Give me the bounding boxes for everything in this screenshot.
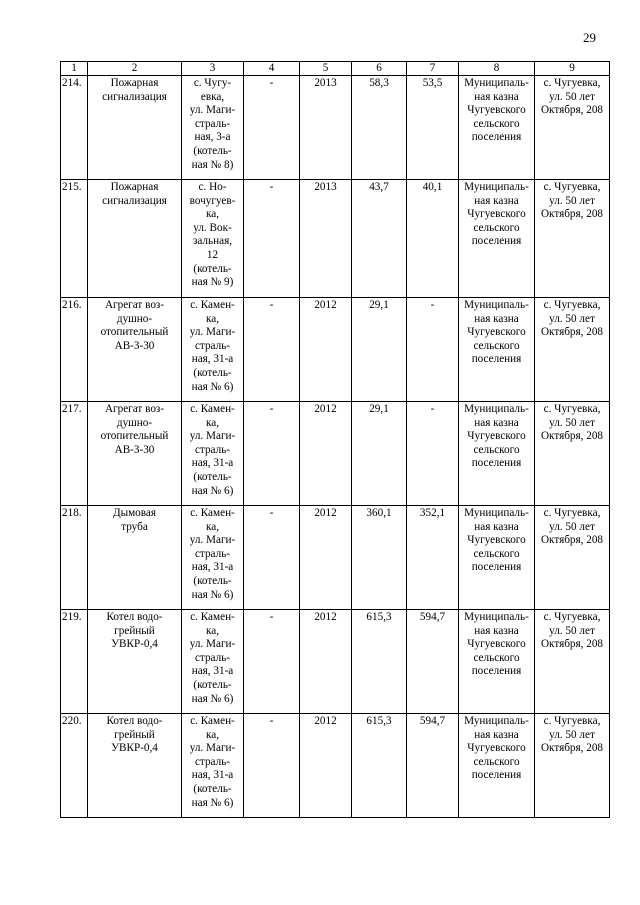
table-cell bbox=[459, 402, 535, 506]
table-cell bbox=[352, 402, 407, 506]
item-location: с. Камен- ка, ул. Маги- страль- ная, 31-а (котель- ная № 6) bbox=[189, 507, 236, 601]
item-location: с. Камен- ка, ул. Маги- страль- ная, 31-а (котель- ная № 6) bbox=[189, 299, 236, 393]
table-cell bbox=[182, 714, 244, 818]
owner-address: с. Чугуевка, ул. 50 лет Октября, 208 bbox=[540, 299, 604, 339]
table-cell bbox=[244, 506, 300, 610]
table-cell bbox=[535, 76, 610, 180]
row-number: 216. bbox=[62, 299, 82, 311]
owner-address: с. Чугуевка, ул. 50 лет Октября, 208 bbox=[540, 181, 604, 221]
column-number: 2 bbox=[88, 62, 182, 76]
page-number: 29 bbox=[583, 30, 596, 45]
year-value: 2012 bbox=[314, 299, 337, 311]
table-cell bbox=[88, 298, 182, 402]
owner-address: с. Чугуевка, ул. 50 лет Октября, 208 bbox=[540, 507, 604, 547]
col6-value: 615,3 bbox=[366, 715, 392, 727]
item-location: с. Но- вочугуев- ка, ул. Вок- зальная, 12 (котель- ная № 9) bbox=[189, 181, 236, 289]
col7-value: 594,7 bbox=[419, 715, 446, 727]
col4-value: - bbox=[269, 299, 274, 311]
col6-value: 43,7 bbox=[369, 181, 389, 193]
item-location: с. Камен- ка, ул. Маги- страль- ная, 31-а (котель- ная № 6) bbox=[189, 715, 236, 809]
table-cell bbox=[244, 402, 300, 506]
col4-value: - bbox=[269, 181, 274, 193]
table-cell bbox=[300, 298, 352, 402]
owner-address: с. Чугуевка, ул. 50 лет Октября, 208 bbox=[540, 715, 604, 755]
col7-value: 594,7 bbox=[419, 611, 446, 623]
col7-value: 352,1 bbox=[419, 507, 446, 519]
column-number: 4 bbox=[244, 62, 300, 76]
table-cell bbox=[88, 506, 182, 610]
col6-value: 58,3 bbox=[369, 77, 389, 89]
table-cell bbox=[352, 506, 407, 610]
owner-address: с. Чугуевка, ул. 50 лет Октября, 208 bbox=[540, 403, 604, 443]
row-number: 215. bbox=[62, 181, 82, 193]
owner-value: Муниципаль- ная казна Чугуевского сельского поселения bbox=[464, 611, 529, 678]
table-row bbox=[61, 402, 610, 506]
table-cell bbox=[61, 610, 88, 714]
column-number: 9 bbox=[535, 62, 610, 76]
table-cell bbox=[88, 180, 182, 298]
table-cell bbox=[61, 76, 88, 180]
row-number: 214. bbox=[62, 77, 82, 89]
column-number: 3 bbox=[182, 62, 244, 76]
table-cell bbox=[182, 298, 244, 402]
owner-address: с. Чугуевка, ул. 50 лет Октября, 208 bbox=[540, 611, 604, 651]
item-name: Пожарная сигнализация bbox=[102, 77, 167, 103]
table-row bbox=[61, 714, 610, 818]
year-value: 2013 bbox=[314, 181, 337, 193]
item-name: Дымовая труба bbox=[112, 507, 157, 533]
table-cell bbox=[535, 714, 610, 818]
year-value: 2012 bbox=[314, 611, 337, 623]
table-cell bbox=[182, 402, 244, 506]
table-cell bbox=[459, 610, 535, 714]
property-registry-table bbox=[60, 61, 610, 818]
table-body bbox=[61, 62, 610, 818]
table-cell bbox=[407, 180, 459, 298]
table-row bbox=[61, 76, 610, 180]
table-cell bbox=[300, 714, 352, 818]
table-cell bbox=[352, 714, 407, 818]
table-cell bbox=[88, 610, 182, 714]
year-value: 2012 bbox=[314, 403, 337, 415]
table-cell bbox=[535, 610, 610, 714]
table-cell bbox=[61, 714, 88, 818]
col6-value: 29,1 bbox=[369, 403, 389, 415]
table-cell bbox=[535, 402, 610, 506]
row-number: 220. bbox=[62, 715, 82, 727]
table-cell bbox=[535, 298, 610, 402]
table-row bbox=[61, 506, 610, 610]
col7-value: 40,1 bbox=[422, 181, 443, 193]
col7-value: 53,5 bbox=[422, 77, 443, 89]
table-cell bbox=[300, 610, 352, 714]
owner-value: Муниципаль- ная казна Чугуевского сельского поселения bbox=[464, 715, 529, 782]
table-cell bbox=[459, 76, 535, 180]
table-cell bbox=[352, 610, 407, 714]
table-cell bbox=[300, 506, 352, 610]
table-cell bbox=[244, 714, 300, 818]
owner-value: Муниципаль- ная казна Чугуевского сельского поселения bbox=[464, 181, 529, 248]
item-name: Пожарная сигнализация bbox=[102, 181, 167, 207]
owner-value: Муниципаль- ная казна Чугуевского сельского поселения bbox=[464, 77, 529, 144]
table-cell bbox=[182, 76, 244, 180]
table-cell bbox=[407, 506, 459, 610]
col6-value: 360,1 bbox=[366, 507, 392, 519]
column-number: 7 bbox=[407, 62, 459, 76]
table-cell bbox=[352, 76, 407, 180]
col7-value: - bbox=[430, 299, 435, 311]
item-location: с. Камен- ка, ул. Маги- страль- ная, 31-а (котель- ная № 6) bbox=[189, 403, 236, 497]
table-cell bbox=[182, 506, 244, 610]
table-row bbox=[61, 610, 610, 714]
owner-value: Муниципаль- ная казна Чугуевского сельского поселения bbox=[464, 403, 529, 470]
col4-value: - bbox=[269, 403, 274, 415]
year-value: 2012 bbox=[314, 715, 337, 727]
year-value: 2013 bbox=[314, 77, 337, 89]
owner-address: с. Чугуевка, ул. 50 лет Октября, 208 bbox=[540, 77, 604, 117]
item-name: Агрегат воз- душно- отопительный АВ-3-30 bbox=[100, 299, 169, 352]
table-cell bbox=[407, 298, 459, 402]
table-cell bbox=[352, 180, 407, 298]
item-name: Котел водо- грейный УВКР-0,4 bbox=[106, 611, 163, 651]
item-location: с. Камен- ка, ул. Маги- страль- ная, 31-а (котель- ная № 6) bbox=[189, 611, 236, 705]
column-number: 1 bbox=[61, 62, 88, 76]
table-cell bbox=[300, 76, 352, 180]
table-cell bbox=[88, 402, 182, 506]
col4-value: - bbox=[269, 611, 274, 623]
table-row bbox=[61, 180, 610, 298]
table-cell bbox=[61, 298, 88, 402]
item-location: с. Чугу- евка, ул. Маги- страль- ная, 3-а (котель- ная № 8) bbox=[189, 77, 236, 171]
table-cell bbox=[352, 298, 407, 402]
owner-value: Муниципаль- ная казна Чугуевского сельского поселения bbox=[464, 507, 529, 574]
owner-value: Муниципаль- ная казна Чугуевского сельского поселения bbox=[464, 299, 529, 366]
col4-value: - bbox=[269, 507, 274, 519]
item-name: Котел водо- грейный УВКР-0,4 bbox=[106, 715, 163, 755]
table-cell bbox=[182, 610, 244, 714]
row-number: 218. bbox=[62, 507, 82, 519]
table-cell bbox=[300, 402, 352, 506]
table-cell bbox=[88, 714, 182, 818]
column-number: 6 bbox=[352, 62, 407, 76]
table-cell bbox=[244, 610, 300, 714]
table-cell bbox=[459, 298, 535, 402]
col6-value: 29,1 bbox=[369, 299, 389, 311]
col4-value: - bbox=[269, 77, 274, 89]
table-cell bbox=[459, 506, 535, 610]
table-cell bbox=[407, 610, 459, 714]
table-cell bbox=[244, 180, 300, 298]
table-cell bbox=[244, 76, 300, 180]
table-cell bbox=[182, 180, 244, 298]
table-row bbox=[61, 298, 610, 402]
table-cell bbox=[407, 76, 459, 180]
table-cell bbox=[535, 180, 610, 298]
column-number-row bbox=[61, 62, 610, 76]
col6-value: 615,3 bbox=[366, 611, 392, 623]
table-cell bbox=[535, 506, 610, 610]
col4-value: - bbox=[269, 715, 274, 727]
table-cell bbox=[459, 180, 535, 298]
table-cell bbox=[61, 402, 88, 506]
table-cell bbox=[407, 402, 459, 506]
col7-value: - bbox=[430, 403, 435, 415]
row-number: 217. bbox=[62, 403, 82, 415]
row-number: 219. bbox=[62, 611, 82, 623]
column-number: 8 bbox=[459, 62, 535, 76]
table-cell bbox=[459, 714, 535, 818]
table-cell bbox=[300, 180, 352, 298]
table-cell bbox=[61, 180, 88, 298]
table-cell bbox=[88, 76, 182, 180]
table-cell bbox=[244, 298, 300, 402]
column-number: 5 bbox=[300, 62, 352, 76]
table-cell bbox=[407, 714, 459, 818]
table-cell bbox=[61, 506, 88, 610]
year-value: 2012 bbox=[314, 507, 337, 519]
item-name: Агрегат воз- душно- отопительный АВ-3-30 bbox=[100, 403, 169, 456]
